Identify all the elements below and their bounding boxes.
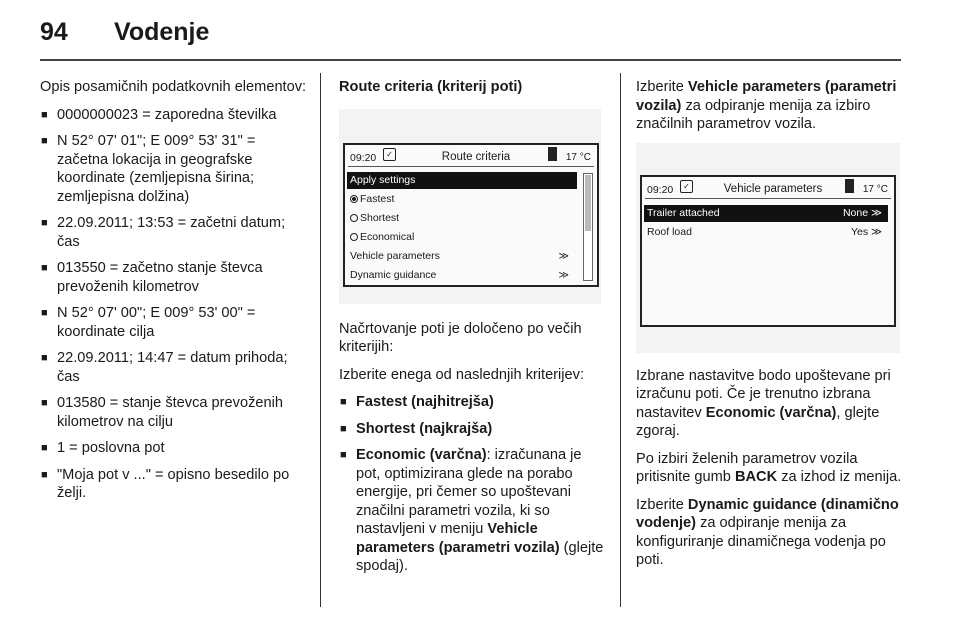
page-number: 94 [40,18,68,46]
clock: 09:20 [647,183,674,196]
paragraph: Izberite enega od naslednjih kriterijev: [339,366,584,383]
screen-topbar [642,177,894,197]
menu-item-economical[interactable] [347,229,577,246]
chevron-right-icon: ≫ [558,250,569,262]
radio-icon [350,233,358,241]
menu-item-roof-load[interactable] [644,224,888,241]
list-item: ■ 22.09.2011; 14:47 = datum prihoda; čas [40,349,308,386]
scrollbar-thumb[interactable] [585,175,591,231]
menu-item-value: None ≫ [842,206,882,219]
chapter-title: Vodenje [114,18,210,46]
list-item: ■ "Moja pot v ..." = opisno besedilo po želji. [40,466,308,503]
screen-topbar [345,145,597,165]
menu-item-label: Roof load [647,225,692,238]
nav-mode-icon: ✓ [680,180,693,193]
paragraph: Izberite Vehicle parameters (parametri vozila) za odpiranje menija za izbiro značilnih parametrov vozila. [636,79,897,132]
menu-item-shortest[interactable] [347,210,577,227]
list-item: ■ Fastest (najhitrejša) [339,393,607,412]
thermometer-icon [845,179,854,193]
menu-item-vehicle-parameters[interactable] [347,248,577,265]
list-item: ■ 1 = poslovna pot [40,439,308,458]
menu-item-label: Dynamic guidance [350,268,437,281]
menu-item-fastest[interactable] [347,191,577,208]
list-item: ■ 013550 = začetno stanje števca prevoženih kilometrov [40,259,308,296]
list-item: ■ N 52° 07' 00"; E 009° 53' 00" = koordinate cilja [40,304,308,341]
menu-item-label: Shortest [360,211,400,224]
intro-text: Opis posamičnih podatkovnih elementov: [40,79,307,95]
column-1 [40,78,308,511]
scrollbar[interactable] [583,173,593,281]
section-title: Route criteria (kriterij poti) [339,79,523,95]
screen-title: Vehicle parameters [723,182,823,195]
route-criteria-screen [343,143,599,287]
clock: 09:20 [350,151,377,164]
nav-mode-icon: ✓ [383,148,396,161]
temperature: 17 °C [862,183,888,195]
menu-item-apply-settings[interactable] [347,172,577,189]
column-divider-2 [620,73,621,607]
list-item: ■ N 52° 07' 01"; E 009° 53' 31" = začetna lokacija in geografske koordinate (zemljepisna širina; zemljepisna dolžina) [40,132,308,206]
route-criteria-screenshot [339,109,601,304]
list-item: ■ 22.09.2011; 13:53 = začetni datum; čas [40,214,308,251]
vehicle-parameters-screen [640,175,896,327]
radio-selected-icon [350,195,358,203]
screen-separator [645,198,891,199]
list-item: ■ Shortest (najkrajša) [339,420,607,439]
paragraph: Načrtovanje poti je določeno po večih kriterijih: [339,320,582,355]
header-rule [40,59,901,61]
list-item: ■ 0000000023 = zaporedna številka [40,106,308,125]
paragraph: Izberite Dynamic guidance (dinamično vodenje) za odpiranje menija za konfiguriranje dinamičnega vodenja po poti. [636,496,899,568]
list-item: ■ 013580 = stanje števca prevoženih kilometrov na cilju [40,394,308,431]
vehicle-parameters-screenshot [636,143,900,353]
criteria-list [339,393,607,576]
menu-item-label: Trailer attached [647,206,720,219]
screen-title: Route criteria [441,150,511,163]
chevron-right-icon: ≫ [558,269,569,281]
column-divider-1 [320,73,321,607]
menu-item-label: Apply settings [350,173,416,186]
menu-item-label: Fastest [360,192,395,205]
column-2 [339,78,607,584]
column-3 [636,78,904,579]
menu-item-label: Vehicle parameters [350,249,440,262]
paragraph: Izbrane nastavitve bodo upoštevane pri izračunu poti. Če je trenutno izbrana nastavitev Economic (varčna), glejte zgoraj. [636,367,891,439]
temperature: 17 °C [565,151,591,163]
menu-item-dynamic-guidance[interactable] [347,267,577,284]
menu-item-label: Economical [360,230,415,243]
list-item: ■ Economic (varčna): izračunana je pot, optimizirana glede na porabo energije, pri čemer so upoštevani značilni parametri vozila, ki so nastavljeni v meniju Vehicle parameters (parametri vozila) (glejte spodaj). [339,446,607,576]
page-header [40,14,920,54]
data-elements-list [40,106,308,503]
radio-icon [350,214,358,222]
menu-item-trailer-attached[interactable] [644,205,888,222]
paragraph: Po izbiri želenih parametrov vozila pritisnite gumb BACK za izhod iz menija. [636,450,902,485]
screen-separator [348,166,594,167]
menu-item-value: Yes ≫ [850,225,882,238]
thermometer-icon [548,147,557,161]
